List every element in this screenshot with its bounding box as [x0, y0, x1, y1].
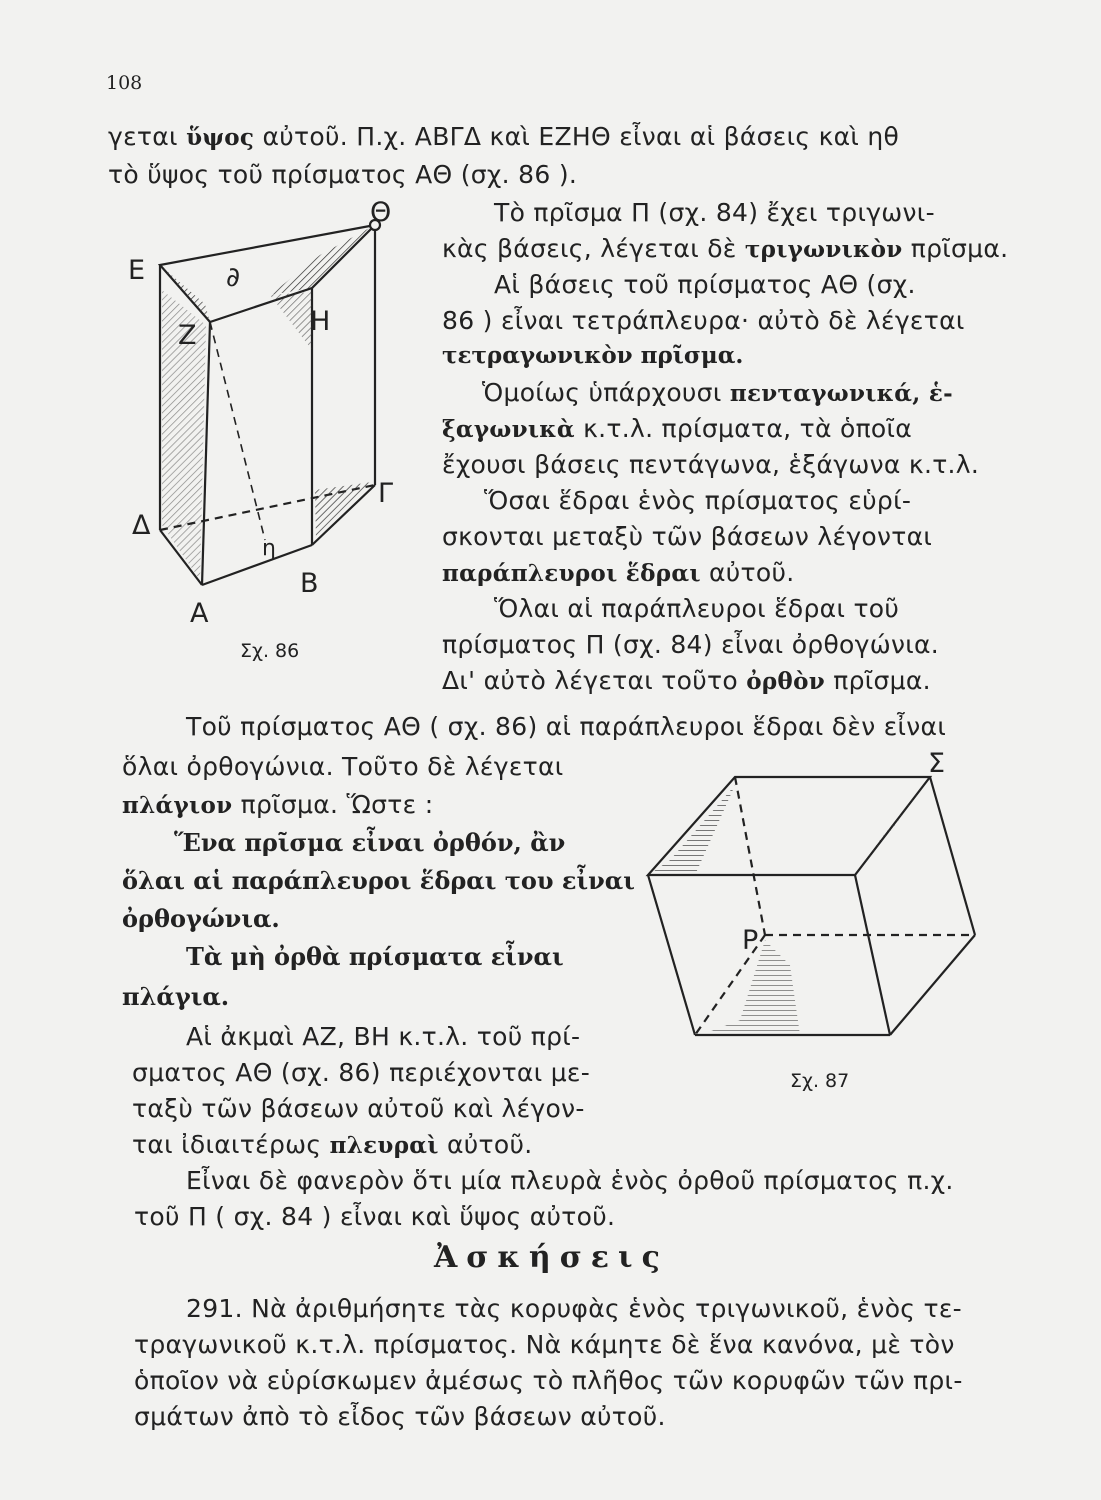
exercises-heading: Ἀσκήσεις — [434, 1240, 669, 1275]
exercise-line-4: σμάτων ἀπὸ τὸ εἶδος τῶν βάσεων αὐτοῦ. — [134, 1402, 666, 1431]
fig87-caption: Σχ. 87 — [790, 1070, 850, 1092]
fig87-label-P: Ρ — [742, 925, 759, 956]
p1-line-1: γεται ὕψος αὐτοῦ. Π.χ. ΑΒΓΔ καὶ ΕΖΗΘ εἶναι αἱ βάσεις καὶ ηθ — [108, 122, 900, 151]
fig86-edge-A-B — [202, 545, 312, 585]
fig86-label-eta: η — [262, 536, 276, 561]
right-line-4: 86 ) εἶναι τετράπλευρα· αὐτὸ δὲ λέγεται — [442, 306, 965, 335]
right-line-7: ξαγωνικὰ κ.τ.λ. πρίσματα, τὰ ὁποῖα — [442, 414, 913, 443]
right-line-13: πρίσματος Π (σχ. 84) εἶναι ὀρθογώνια. — [442, 630, 940, 659]
fig86-caption: Σχ. 86 — [240, 640, 300, 662]
rule-line-5: πλάγια. — [122, 982, 230, 1011]
fig87-edge-front-right — [855, 875, 890, 1035]
right-line-3: Αἱ βάσεις τοῦ πρίσματος ΑΘ (σχ. — [494, 270, 916, 299]
rule-line-2: ὅλαι αἱ παράπλευροι ἕδραι του εἶναι — [122, 866, 635, 895]
fig87-label-Sigma: Σ — [928, 748, 946, 779]
fig86-label-H: Η — [310, 306, 331, 337]
rule-line-4: Τὰ μὴ ὀρθὰ πρίσματα εἶναι — [186, 942, 564, 971]
fig87-hidden-vertical — [735, 777, 765, 935]
fig86-height-line — [210, 322, 265, 540]
right-line-6: Ὁμοίως ὑπάρχουσι πενταγωνικά, ἑ- — [482, 378, 953, 407]
exercise-line-3: ὁποῖον νὰ εὑρίσκωμεν ἀμέσως τὸ πλῆθος τῶν κορυφῶν τῶν πρι- — [134, 1366, 963, 1395]
right-line-2: κὰς βάσεις, λέγεται δὲ τριγωνικὸν πρῖσμα. — [442, 234, 1009, 263]
right-line-9: Ὅσαι ἕδραι ἑνὸς πρίσματος εὑρί- — [484, 486, 912, 515]
right-line-1: Τὸ πρῖσμα Π (σχ. 84) ἔχει τριγωνι- — [494, 198, 935, 227]
right-line-12: Ὅλαι αἱ παράπλευροι ἕδραι τοῦ — [494, 594, 900, 623]
fig86-label-Gamma: Γ — [378, 478, 394, 509]
p2-line-3: πλάγιον πρῖσμα. Ὥστε : — [122, 790, 434, 819]
fig87-edge-left — [648, 875, 695, 1035]
fig86-label-B: Β — [300, 568, 319, 599]
p2-line-2: ὅλαι ὀρθογώνια. Τοῦτο δὲ λέγεται — [122, 752, 564, 781]
fig86-label-E: Ε — [128, 255, 146, 286]
p3-line-1: Εἶναι δὲ φανερὸν ὅτι μία πλευρὰ ἑνὸς ὀρθοῦ πρίσματος π.χ. — [186, 1166, 954, 1195]
exercise-line-2: τραγωνικοῦ κ.τ.λ. πρίσματος. Νὰ κάμητε δὲ ἕνα κανόνα, μὲ τὸν — [134, 1330, 955, 1359]
fig87-edge-back-right — [930, 777, 975, 935]
right-line-10: σκονται μεταξὺ τῶν βάσεων λέγονται — [442, 522, 933, 551]
p2-line-12: ται ἰδιαιτέρως πλευραὶ αὐτοῦ. — [132, 1130, 533, 1159]
figure-87 — [640, 765, 980, 1065]
rule-line-3: ὀρθογώνια. — [122, 904, 280, 933]
p2-line-11: ταξὺ τῶν βάσεων αὐτοῦ καὶ λέγον- — [132, 1094, 585, 1123]
fig86-hatch-mid — [270, 292, 312, 350]
p1-line-2: τὸ ὕψος τοῦ πρίσματος ΑΘ (σχ. 86 ). — [108, 160, 578, 189]
p2-line-10: σματος ΑΘ (σχ. 86) περιέχονται με- — [132, 1058, 591, 1087]
fig87-hatch-top-right — [855, 777, 930, 875]
p2-line-9: Αἱ ἀκμαὶ ΑΖ, ΒΗ κ.τ.λ. τοῦ πρί- — [186, 1022, 581, 1051]
right-line-5: τετραγωνικὸν πρῖσμα. — [442, 342, 744, 369]
exercise-line-1: 291. Νὰ ἀριθμήσητε τὰς κορυφὰς ἑνὸς τριγωνικοῦ, ἑνὸς τε- — [186, 1294, 962, 1323]
p2-line-1: Τοῦ πρίσματος ΑΘ ( σχ. 86) αἱ παράπλευροι ἕδραι δὲν εἶναι — [186, 712, 947, 741]
fig86-label-theta-small: ∂ — [226, 262, 240, 293]
p3-line-2: τοῦ Π ( σχ. 84 ) εἶναι καὶ ὕψος αὐτοῦ. — [134, 1202, 616, 1231]
fig86-label-Theta: Θ — [370, 197, 392, 228]
fig86-top-base — [160, 225, 375, 322]
fig87-edge-bottom-right — [890, 935, 975, 1035]
fig86-label-Delta: Δ — [132, 510, 151, 541]
fig86-hatch-right-face — [315, 482, 372, 540]
rule-line-1: Ἕνα πρῖσμα εἶναι ὀρθόν, ἂν — [174, 828, 566, 857]
right-line-11: παράπλευροι ἕδραι αὐτοῦ. — [442, 558, 795, 587]
right-line-14: Δι' αὐτὸ λέγεται τοῦτο ὀρθὸν πρῖσμα. — [442, 666, 931, 695]
page-number: 108 — [106, 72, 143, 94]
figure-86 — [120, 200, 410, 640]
fig86-label-A: Α — [190, 598, 209, 629]
right-line-8: ἔχουσι βάσεις πεντάγωνα, ἑξάγωνα κ.τ.λ. — [442, 450, 980, 479]
fig86-label-Z: Ζ — [178, 320, 197, 351]
